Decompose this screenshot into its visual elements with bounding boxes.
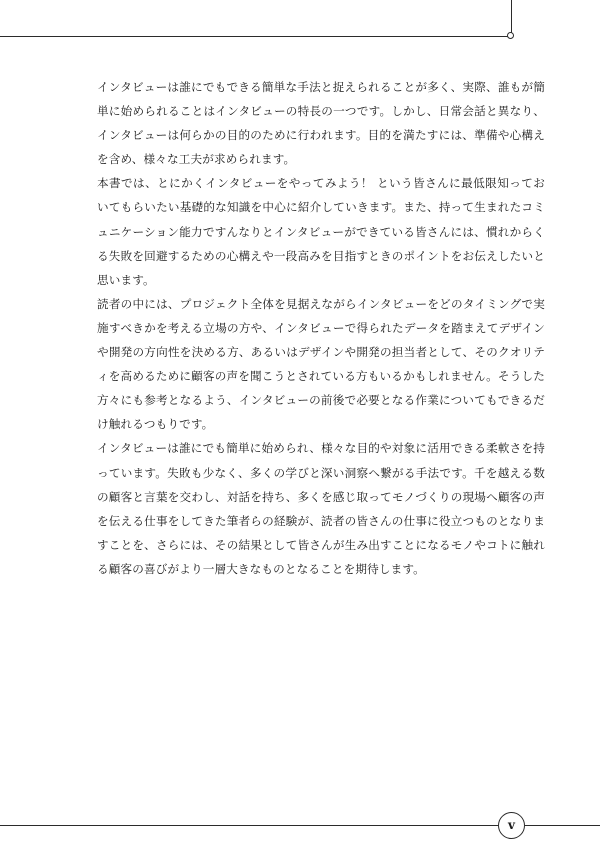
bottom-rule-left <box>0 825 498 826</box>
bottom-rule-right <box>525 825 600 826</box>
top-circle-ornament <box>507 32 514 39</box>
body-text <box>97 75 545 581</box>
paragraph-2: 本書では、とにかくインタビューをやってみよう！ という皆さんに最低限知っておいてもらいたい基礎的な知識を中心に紹介していきます。また、持って生まれたコミュニケーション能力ですんなりとインタビューができている皆さんには、慣れからくる失敗を回避するための心構えや一段高みを目指すときのポイントをお伝えしたいと思います。 <box>97 176 545 287</box>
top-vertical-rule <box>511 0 512 33</box>
page-number: v <box>498 812 525 839</box>
top-rule <box>0 36 508 37</box>
paragraph-3: 読者の中には、プロジェクト全体を見据えながらインタビューをどのタイミングで実施すべきかを考える立場の方や、インタビューで得られたデータを踏まえてデザインや開発の方向性を決める方、あるいはデザインや開発の担当者として、そのクオリティを高めるために顧客の声を聞こうとされている方もいるかもしれません。そうした方々にも参考となるよう、インタビューの前後で必要となる作業についてもできるだけ触れるつもりです。 <box>97 296 545 432</box>
paragraph-1: インタビューは誰にでもできる簡単な手法と捉えられることが多く、実際、誰もが簡単に始められることはインタビューの特長の一つです。しかし、日常会話と異なり、インタビューは何らかの目的のために行われます。目的を満たすには、準備や心構えを含め、様々な工夫が求められます。 <box>97 80 545 167</box>
paragraph-4: インタビューは誰にでも簡単に始められ、様々な目的や対象に活用できる柔軟さを持っています。失敗も少なく、多くの学びと深い洞察へ繋がる手法です。千を越える数の顧客と言葉を交わし、対話を持ち、多くを感じ取ってモノづくりの現場へ顧客の声を伝える仕事をしてきた筆者らの経験が、読者の皆さんの仕事に役立つものとなりますことを、さらには、その結果として皆さんが生み出すことになるモノやコトに触れる顧客の喜びがより一層大きなものとなることを期待します。 <box>97 441 545 576</box>
